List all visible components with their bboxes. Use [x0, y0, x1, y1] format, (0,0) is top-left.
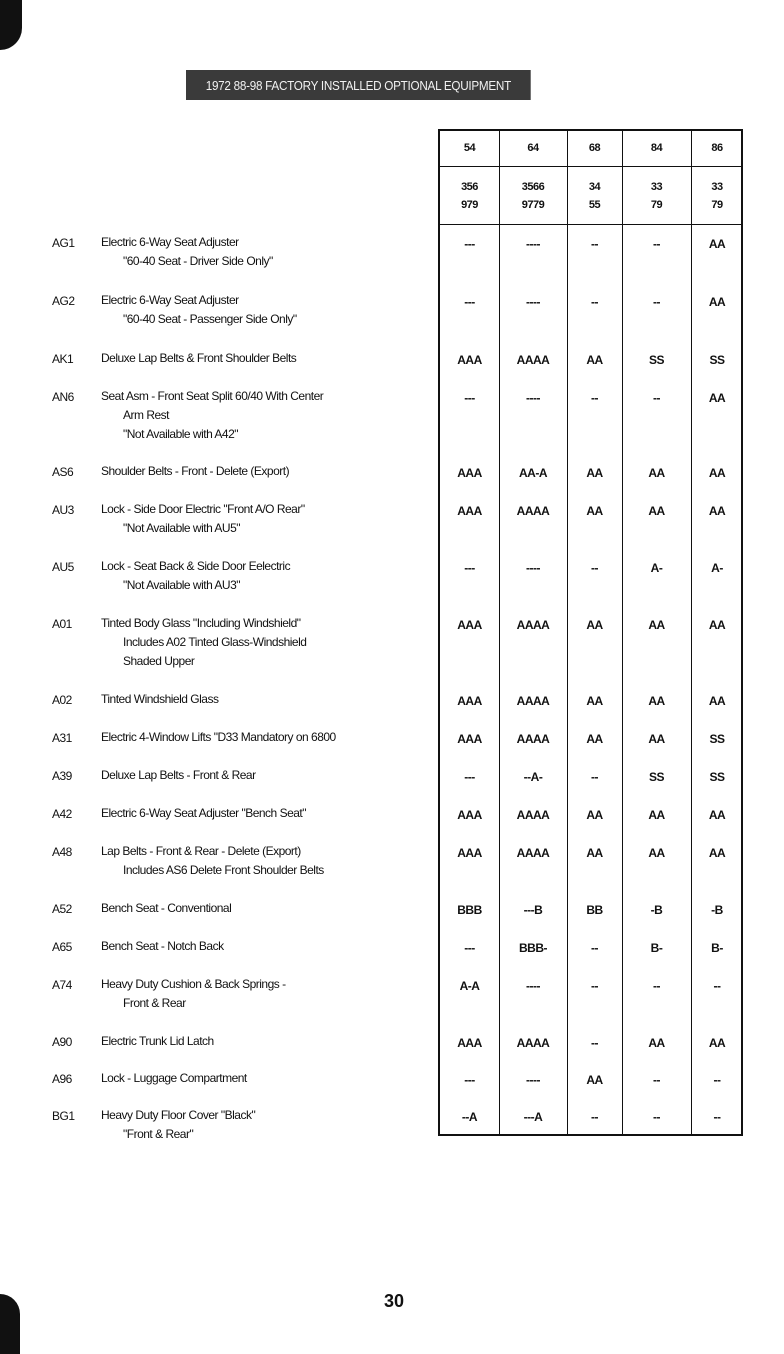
option-code: AK1 [52, 352, 74, 366]
option-code: A65 [52, 940, 72, 954]
option-description-line: Tinted Body Glass "Including Windshield" [101, 616, 301, 630]
column-header-style-line: 356 [461, 181, 478, 193]
availability-cell: -- [591, 295, 598, 309]
option-description [101, 557, 290, 595]
option-code: AS6 [52, 465, 74, 479]
availability-cell: AA [708, 694, 726, 708]
option-description-line: Lock - Seat Back & Side Door Eelectric [101, 559, 291, 573]
option-description-line: Deluxe Lap Belts & Front Shoulder Belts [101, 351, 297, 365]
availability-cell: SS [709, 732, 725, 746]
option-code: A90 [52, 1035, 72, 1049]
option-description [101, 975, 286, 1013]
option-description-line: Lap Belts - Front & Rear - Delete (Export) [101, 844, 301, 858]
column-header-model: 54 [463, 142, 476, 154]
availability-cell: AAAA [516, 618, 550, 632]
availability-cell: AA [708, 618, 726, 632]
option-description-line: Seat Asm - Front Seat Split 60/40 With Center [101, 389, 324, 403]
availability-cell: -- [591, 979, 598, 993]
column-header-styles [567, 178, 622, 214]
option-description-line: Lock - Luggage Compartment [101, 1071, 247, 1085]
column-header-style-line: 79 [711, 199, 723, 211]
availability-cell: ---- [526, 295, 540, 309]
option-code: A48 [52, 845, 72, 859]
availability-cell: --- [464, 1073, 475, 1087]
option-description [101, 690, 218, 709]
option-description-line: Arm Rest [123, 408, 170, 422]
option-description [101, 462, 289, 481]
option-description [101, 349, 296, 368]
column-header-style-line: 33 [711, 181, 723, 193]
column-header-model: 68 [588, 142, 601, 154]
availability-cell: --- [464, 295, 475, 309]
availability-cell: B- [650, 941, 663, 955]
page-corner-top-left [0, 0, 22, 50]
availability-cell: AAA [457, 808, 482, 822]
option-description-line: Front & Rear [123, 996, 186, 1010]
column-header-model: 86 [711, 142, 723, 154]
option-description [101, 614, 306, 671]
option-description [101, 766, 256, 785]
availability-cell: AA [708, 1036, 726, 1050]
availability-cell: AA [648, 1036, 665, 1050]
column-header-style-line: 9779 [521, 199, 545, 211]
availability-cell: AA [586, 808, 603, 822]
availability-cell: -- [591, 1036, 598, 1050]
availability-cell: -- [653, 295, 660, 309]
availability-cell: BBB [457, 903, 482, 917]
option-description [101, 728, 336, 747]
availability-cell: AA [708, 846, 726, 860]
availability-cell: -- [713, 1073, 721, 1087]
availability-cell: -- [653, 1073, 660, 1087]
availability-cell: --- [464, 561, 475, 575]
availability-cell: -B [650, 903, 663, 917]
availability-cell: --- [464, 237, 475, 251]
availability-cell: AA [648, 694, 665, 708]
availability-cell: -- [713, 979, 721, 993]
availability-cell: AA [708, 808, 726, 822]
option-description [101, 842, 324, 880]
option-code: A01 [52, 617, 72, 631]
option-description-line: "60-40 Seat - Passenger Side Only" [123, 312, 297, 326]
availability-cell: AA [586, 504, 603, 518]
option-description-line: "60-40 Seat - Driver Side Only" [123, 254, 273, 268]
availability-cell: AA [708, 504, 726, 518]
availability-cell: AA [648, 732, 665, 746]
option-description-line: Deluxe Lap Belts - Front & Rear [101, 768, 256, 782]
availability-cell: --- [464, 941, 475, 955]
options-table [438, 129, 743, 1136]
availability-cell: A- [650, 561, 663, 575]
option-code: AU3 [52, 503, 74, 517]
availability-cell: AA [648, 808, 665, 822]
column-header-styles [691, 178, 743, 214]
column-header-model: 84 [650, 142, 663, 154]
option-description [101, 1106, 255, 1144]
availability-cell: SS [648, 770, 664, 784]
option-code: AU5 [52, 560, 74, 574]
availability-cell: AA [708, 466, 726, 480]
availability-cell: B- [711, 941, 723, 955]
availability-cell: AAA [457, 1036, 482, 1050]
availability-cell: ---B [523, 903, 543, 917]
availability-cell: AA [586, 732, 603, 746]
availability-cell: AAA [457, 694, 482, 708]
availability-cell: -- [591, 1110, 598, 1124]
option-description-line: Electric 6-Way Seat Adjuster "Bench Seat" [101, 806, 307, 820]
option-description-line: Electric 4-Window Lifts "D33 Mandatory on 6800 [101, 730, 336, 744]
option-description-line: "Not Available with AU5" [123, 521, 241, 535]
availability-cell: AA [586, 466, 603, 480]
option-description [101, 500, 305, 538]
option-code: A74 [52, 978, 72, 992]
availability-cell: BB [586, 903, 603, 917]
option-code: A31 [52, 731, 72, 745]
availability-cell: AAAA [516, 732, 550, 746]
availability-cell: A- [711, 561, 723, 575]
availability-cell: SS [709, 770, 725, 784]
option-description-line: Bench Seat - Conventional [101, 901, 232, 915]
option-description-line: Includes AS6 Delete Front Shoulder Belts [123, 863, 324, 877]
option-description [101, 387, 323, 444]
column-header-styles [440, 178, 499, 214]
option-description-line: Electric 6-Way Seat Adjuster [101, 235, 239, 249]
column-header-style-line: 979 [461, 199, 478, 211]
availability-cell: AAAA [516, 1036, 550, 1050]
header-divider [440, 166, 741, 167]
availability-cell: AAAA [516, 694, 550, 708]
availability-cell: --- [464, 391, 475, 405]
availability-cell: AA [586, 1073, 603, 1087]
column-header-style-line: 33 [650, 181, 663, 193]
header-divider [440, 224, 741, 225]
availability-cell: AAAA [516, 353, 550, 367]
availability-cell: -- [591, 391, 598, 405]
option-code: A96 [52, 1072, 72, 1086]
page-corner-bottom-left [0, 1294, 20, 1354]
availability-cell: AA [586, 353, 603, 367]
option-description-line: Heavy Duty Floor Cover "Black" [101, 1108, 256, 1122]
column-header-style-line: 3566 [521, 181, 545, 193]
availability-cell: AA [708, 237, 726, 251]
option-description-line: "Front & Rear" [123, 1127, 194, 1141]
option-code: BG1 [52, 1109, 75, 1123]
availability-cell: ---- [526, 561, 540, 575]
availability-cell: SS [648, 353, 664, 367]
option-code: AG2 [52, 294, 75, 308]
option-description-line: "Not Available with AU3" [123, 578, 241, 592]
availability-cell: AAA [457, 504, 482, 518]
option-description-line: Shaded Upper [123, 654, 195, 668]
availability-cell: AAA [457, 353, 482, 367]
availability-cell: -- [653, 391, 660, 405]
availability-cell: AAAA [516, 504, 550, 518]
availability-cell: AA [586, 846, 603, 860]
availability-cell: -- [591, 941, 598, 955]
availability-cell: -- [653, 1110, 660, 1124]
availability-cell: AAA [457, 466, 482, 480]
option-code: AN6 [52, 390, 74, 404]
page-title: 1972 88-98 FACTORY INSTALLED OPTIONAL EQUIPMENT [186, 70, 531, 100]
option-description-line: Electric 6-Way Seat Adjuster [101, 293, 239, 307]
column-header-style-line: 34 [588, 181, 601, 193]
availability-cell: --- [464, 770, 475, 784]
availability-cell: AAA [457, 846, 482, 860]
availability-cell: ---- [526, 1073, 540, 1087]
option-description [101, 937, 224, 956]
option-description [101, 233, 273, 271]
availability-cell: AA-A [519, 466, 547, 480]
availability-cell: ---- [526, 979, 540, 993]
option-code: A39 [52, 769, 72, 783]
option-description-line: Tinted Windshield Glass [101, 692, 219, 706]
availability-cell: ---- [526, 237, 540, 251]
availability-cell: AA [648, 504, 665, 518]
option-description-line: "Not Available with A42" [123, 427, 239, 441]
column-header-styles [622, 178, 691, 214]
availability-cell: SS [709, 353, 725, 367]
option-description-line: Electric Trunk Lid Latch [101, 1034, 214, 1048]
availability-cell: AAA [457, 618, 482, 632]
availability-cell: -- [713, 1110, 721, 1124]
option-description-line: Heavy Duty Cushion & Back Springs - [101, 977, 286, 991]
page-number: 30 [384, 1291, 405, 1311]
column-header-style-line: 55 [588, 199, 601, 211]
availability-cell: ---- [526, 391, 540, 405]
availability-cell: --A- [523, 770, 543, 784]
column-header-model: 64 [527, 142, 539, 154]
availability-cell: AA [648, 466, 665, 480]
option-description [101, 1069, 247, 1088]
availability-cell: AA [708, 295, 726, 309]
availability-cell: -- [591, 561, 598, 575]
availability-cell: ---A [523, 1110, 543, 1124]
availability-cell: AAAA [516, 808, 550, 822]
availability-cell: A-A [459, 979, 480, 993]
option-description-line: Includes A02 Tinted Glass-Windshield [123, 635, 307, 649]
availability-cell: -- [591, 770, 598, 784]
option-code: AG1 [52, 236, 75, 250]
option-description [101, 1032, 214, 1051]
availability-cell: AA [586, 618, 603, 632]
availability-cell: AAAA [516, 846, 550, 860]
option-code: A52 [52, 902, 72, 916]
availability-cell: BBB- [519, 941, 547, 955]
availability-cell: AA [708, 391, 726, 405]
option-code: A42 [52, 807, 72, 821]
option-description-line: Lock - Side Door Electric "Front A/O Rear" [101, 502, 305, 516]
column-header-styles [499, 178, 567, 214]
column-header-style-line: 79 [650, 199, 663, 211]
availability-cell: AA [586, 694, 603, 708]
option-description [101, 899, 231, 918]
option-description-line: Bench Seat - Notch Back [101, 939, 224, 953]
option-description-line: Shoulder Belts - Front - Delete (Export) [101, 464, 290, 478]
availability-cell: -- [653, 237, 660, 251]
option-description [101, 804, 306, 823]
availability-cell: AA [648, 618, 665, 632]
availability-cell: --A [461, 1110, 478, 1124]
availability-cell: -- [591, 237, 598, 251]
availability-cell: AA [648, 846, 665, 860]
availability-cell: -- [653, 979, 660, 993]
availability-cell: -B [711, 903, 723, 917]
option-description [101, 291, 297, 329]
availability-cell: AAA [457, 732, 482, 746]
option-code: A02 [52, 693, 72, 707]
